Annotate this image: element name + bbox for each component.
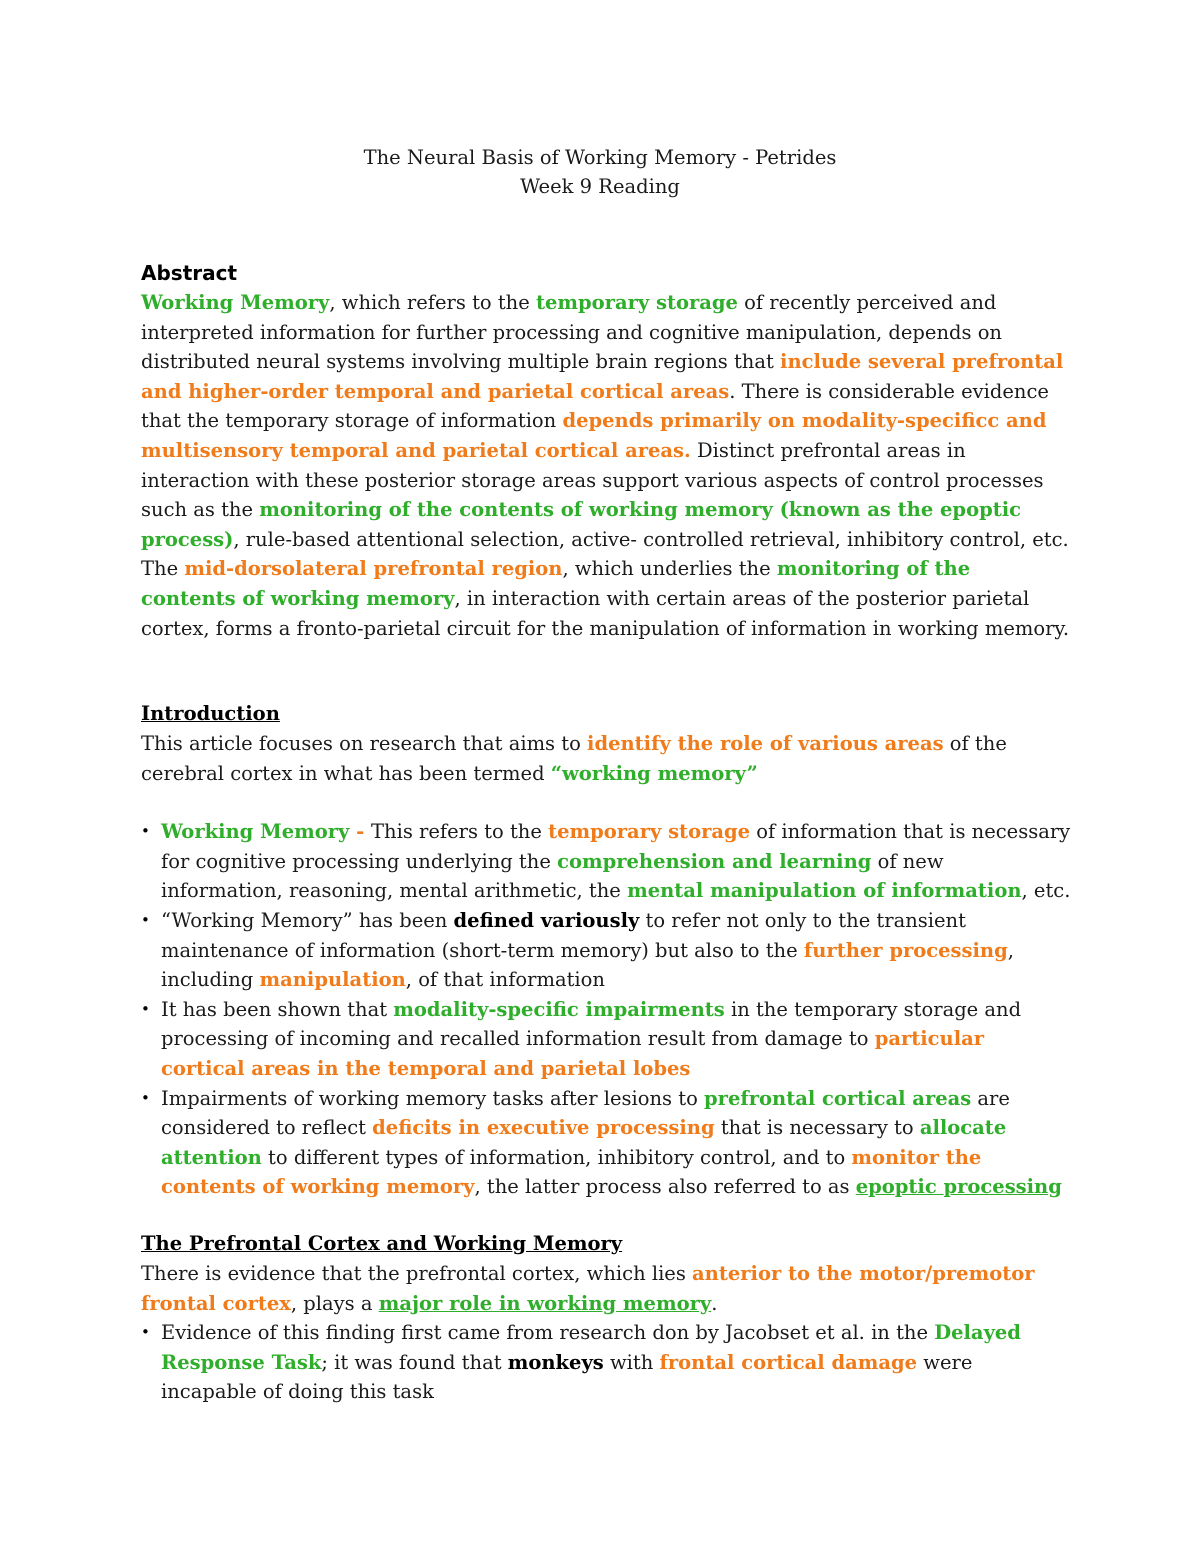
- title-block: [0, 143, 1200, 201]
- highlight-green: Working Memory: [141, 291, 330, 314]
- highlight-orange: include several prefrontal and higher-order temporal and parietal cortical areas: [141, 350, 1064, 403]
- text-run: of the cerebral cortex in what has been termed: [141, 732, 1007, 785]
- highlight-green: allocate attention: [161, 1116, 1007, 1169]
- text-run: were incapable of doing this task: [161, 1350, 973, 1404]
- highlight-orange: deficits in executive processing: [372, 1116, 715, 1140]
- text-run: Evidence of this finding first came from research don by Jacobset et al. in the: [161, 1321, 935, 1345]
- text-run: “Working Memory” has been: [161, 908, 454, 932]
- highlight-green: Working Memory: [161, 820, 350, 844]
- highlight-orange: monitor the contents of working memory: [161, 1145, 982, 1199]
- highlight-orange: -: [349, 820, 372, 844]
- introduction-heading: Introduction: [141, 702, 280, 725]
- text-run: of recently perceived and interpreted information for further processing and cognitive manipulation, depends on distributed neural systems involving multiple brain regions that: [141, 291, 1002, 374]
- text-run: , plays a: [290, 1291, 379, 1315]
- text-run: , etc.: [1021, 879, 1071, 903]
- document-title: The Neural Basis of Working Memory - Petrides: [363, 146, 837, 169]
- list-item: [141, 995, 1071, 1084]
- highlight-orange: depends primarily on modality-specificc and multisensory temporal and parietal cortical areas.: [141, 409, 1047, 462]
- highlight-green: “working memory”: [550, 761, 758, 785]
- text-run: to refer not only to the transient maintenance of information (short-term memory) but also to the: [161, 908, 966, 962]
- text-run: ; it was found that: [321, 1350, 508, 1374]
- introduction-paragraph: [141, 729, 1071, 788]
- highlight-orange: identify the role of various areas: [587, 732, 944, 755]
- text-run: of new information, reasoning, mental arithmetic, the: [161, 849, 944, 903]
- highlight-green: comprehension and learning: [557, 849, 872, 873]
- abstract-heading: Abstract: [141, 261, 238, 285]
- text-run: , which underlies the: [562, 557, 777, 581]
- text-run: , the latter process also referred to as: [474, 1175, 856, 1199]
- prefrontal-paragraph: [141, 1259, 1071, 1318]
- bold-text: defined variously: [453, 908, 640, 932]
- text-run: .: [711, 1291, 718, 1315]
- bold-text: monkeys: [507, 1350, 604, 1374]
- text-run: , rule-based attentional selection, active- controlled retrieval, inhibitory control, etc. The: [141, 527, 1069, 581]
- text-run: , in interaction with certain areas of the posterior parietal cortex, forms a fronto-parietal circuit for the manipulation of information in working memory.: [141, 586, 1070, 640]
- text-run: to different types of information, inhibitory control, and to: [261, 1145, 852, 1169]
- text-run: , including: [161, 938, 1014, 992]
- highlight-green: monitoring of the contents of working memory (known as the epoptic process): [141, 498, 1021, 551]
- text-run: with: [603, 1350, 660, 1374]
- highlight-green: temporary storage: [535, 291, 738, 314]
- introduction-section: [141, 699, 1071, 1202]
- highlight-orange: further processing: [803, 938, 1008, 962]
- text-run: This refers to the: [371, 820, 549, 844]
- text-run: in the temporary storage and processing of incoming and recalled information result from damage to: [161, 997, 1022, 1051]
- prefrontal-heading: The Prefrontal Cortex and Working Memory: [141, 1232, 623, 1255]
- abstract-section: [141, 258, 1071, 643]
- text-run: of information that is necessary for cognitive processing underlying the: [161, 820, 1071, 873]
- text-run: It has been shown that: [161, 997, 394, 1021]
- highlight-orange: manipulation: [259, 968, 406, 992]
- text-run: are considered to reflect: [161, 1086, 1010, 1140]
- highlight-orange: frontal cortical damage: [659, 1350, 918, 1374]
- highlight-green: mental manipulation of information: [627, 879, 1022, 903]
- abstract-paragraph: [141, 288, 1071, 643]
- list-item: [141, 1084, 1071, 1202]
- text-run: Impairments of working memory tasks after lesions to: [161, 1086, 705, 1110]
- text-run: This article focuses on research that aims to: [141, 732, 588, 755]
- list-item: [141, 906, 1071, 995]
- text-run: , of that information: [405, 968, 605, 992]
- highlight-green: prefrontal cortical areas: [704, 1086, 972, 1110]
- prefrontal-section: [141, 1229, 1071, 1407]
- highlight-green: modality-specific impairments: [393, 997, 725, 1021]
- highlight-orange: temporary storage: [548, 820, 751, 844]
- highlight-green: Delayed Response Task: [161, 1321, 1021, 1374]
- document-subtitle: Week 9 Reading: [520, 175, 680, 198]
- introduction-bullet-list: [141, 817, 1071, 1202]
- list-item: [141, 1318, 1071, 1407]
- text-run: There is evidence that the prefrontal cortex, which lies: [141, 1262, 693, 1285]
- highlight-green: monitoring of the contents of working memory: [141, 557, 971, 610]
- text-run: that is necessary to: [714, 1116, 920, 1140]
- prefrontal-bullet-list: [141, 1318, 1071, 1407]
- highlight-orange: anterior to the motor/premotor frontal cortex: [141, 1262, 1035, 1315]
- highlight-orange: particular cortical areas in the temporal and parietal lobes: [161, 1027, 985, 1080]
- text-run: , which refers to the: [329, 291, 536, 314]
- list-item: [141, 817, 1071, 906]
- highlight-orange: mid-dorsolateral prefrontal region: [184, 557, 563, 581]
- highlight-green-underlined: major role in working memory: [378, 1291, 712, 1315]
- text-run: . There is considerable evidence that the temporary storage of information: [141, 379, 1049, 433]
- highlight-green-underlined: epoptic processing: [855, 1175, 1062, 1199]
- text-run: Distinct prefrontal areas in interaction with these posterior storage areas support various aspects of control processes such as the: [141, 438, 1044, 522]
